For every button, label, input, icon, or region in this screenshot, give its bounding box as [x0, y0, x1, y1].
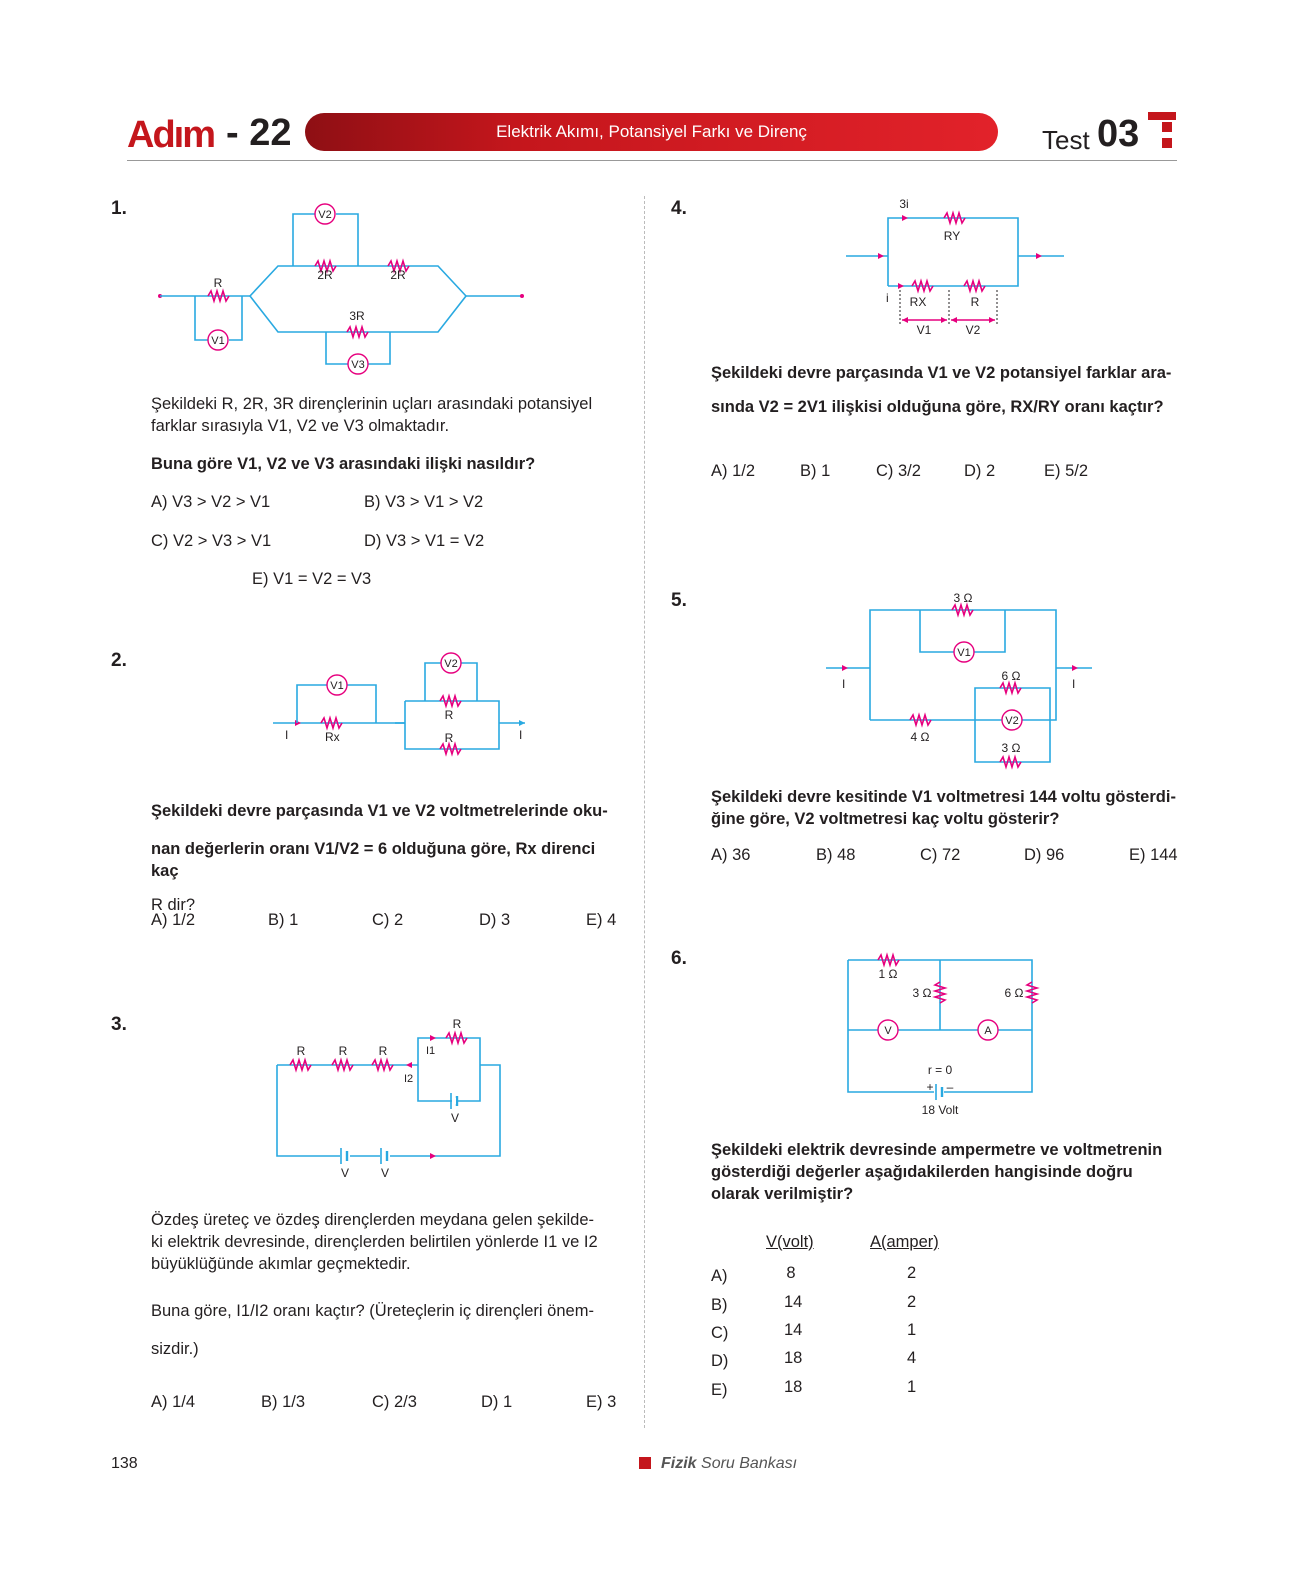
q3-v-a-label: V	[340, 1166, 350, 1180]
q3-r1-label: R	[296, 1044, 306, 1058]
brand-text: Adım	[127, 114, 214, 156]
brand-logo	[127, 114, 214, 157]
q2-r-bottom-label: R	[444, 731, 454, 745]
q3-v-b-label: V	[380, 1166, 390, 1180]
q4-option-a[interactable]: A) 1/2	[711, 462, 756, 480]
unit-number: - 22	[226, 112, 292, 154]
q5-option-e[interactable]: E) 144	[1129, 846, 1178, 864]
q6-a-label: A	[984, 1025, 992, 1037]
q6-option-a[interactable]: A) 8 2	[711, 1264, 917, 1285]
q3-i1-label: I1	[426, 1045, 436, 1057]
q3-stem-line-1: Özdeş üreteç ve özdeş dirençlerden meydana gelen şekilde-	[151, 1211, 595, 1229]
q6-option-b-a: 2	[907, 1293, 917, 1311]
q5-i-left-label: I	[842, 677, 846, 691]
q2-option-d[interactable]: D) 3	[479, 911, 511, 929]
footer-book-title	[639, 1455, 797, 1473]
q1-option-a[interactable]: A) V3 > V2 > V1	[151, 493, 271, 511]
q4-option-c[interactable]: C) 3/2	[876, 462, 921, 480]
q6-emf-label: 18 Volt	[921, 1103, 959, 1117]
q6-option-a-a: 2	[907, 1264, 917, 1282]
q3-r4-label: R	[452, 1017, 462, 1031]
q6-r6-label: 6 Ω	[1004, 986, 1024, 1000]
q2-v1-label: V1	[330, 680, 344, 692]
test-number: 03	[1097, 113, 1140, 155]
q6-option-d-v: 18	[784, 1349, 803, 1367]
q5-option-a[interactable]: A) 36	[711, 846, 751, 864]
q4-stem-line-1: Şekildeki devre parçasında V1 ve V2 potansiyel farklar ara-	[711, 364, 1172, 382]
q2-option-c[interactable]: C) 2	[372, 911, 404, 929]
q3-v-inner-label: V	[450, 1111, 460, 1125]
q2-stem-line-3: R dir?	[151, 896, 196, 914]
q4-option-e[interactable]: E) 5/2	[1044, 462, 1089, 480]
q2-option-b[interactable]: B) 1	[268, 911, 299, 929]
q5-r6-label: 6 Ω	[1001, 669, 1021, 683]
q4-option-d[interactable]: D) 2	[964, 462, 996, 480]
q4-ry-label: RY	[943, 229, 961, 243]
q5-v2-label: V2	[1005, 715, 1019, 727]
q3-stem-line-2: ki elektrik devresinde, dirençlerden belirtilen yönlerde I1 ve I2	[151, 1233, 598, 1251]
q1-v1-label: V1	[211, 335, 225, 347]
q4-rx-label: RX	[909, 295, 927, 309]
q1-question: Buna göre V1, V2 ve V3 arasındaki ilişki nasıldır?	[151, 455, 536, 473]
q6-col-a-header: A(amper)	[870, 1233, 939, 1251]
footer-book-bold: Fizik	[661, 1455, 697, 1472]
footer-square-icon	[639, 1457, 651, 1469]
q4-number: 4.	[671, 198, 687, 219]
q6-option-b-v: 14	[784, 1293, 803, 1311]
q2-option-e[interactable]: E) 4	[586, 911, 617, 929]
q6-plus-label: +	[926, 1080, 934, 1094]
footer-book-rest: Soru Bankası	[701, 1455, 798, 1472]
q6-answer-table	[711, 1233, 971, 1413]
q1-option-e[interactable]: E) V1 = V2 = V3	[252, 570, 372, 588]
q4-r-label: R	[970, 295, 980, 309]
q3-circuit-diagram	[268, 1012, 518, 1182]
header-rule	[127, 160, 1177, 161]
q6-option-a-label: A)	[711, 1267, 728, 1285]
q1-option-d[interactable]: D) V3 > V1 = V2	[364, 532, 485, 550]
q6-option-d[interactable]	[711, 1349, 951, 1374]
q1-stem-line-1: Şekildeki R, 2R, 3R dirençlerinin uçları arasındaki potansiyel	[151, 395, 593, 413]
q5-r3bot-label: 3 Ω	[1001, 741, 1021, 755]
header	[0, 0, 1303, 170]
q3-stem-line-3: büyüklüğünde akımlar geçmektedir.	[151, 1255, 411, 1273]
q6-option-b-label: B)	[711, 1296, 728, 1314]
q6-option-d-a: 4	[907, 1349, 917, 1367]
q1-option-c[interactable]: C) V2 > V3 > V1	[151, 532, 272, 550]
q4-stem-line-2: sında V2 = 2V1 ilişkisi olduğuna göre, RX/RY oranı kaçtır?	[711, 398, 1164, 416]
q3-option-a[interactable]: A) 1/4	[151, 1393, 196, 1411]
q6-option-c-v: 14	[784, 1321, 803, 1339]
q6-option-e-v: 18	[784, 1378, 803, 1396]
q2-rx-label: Rx	[325, 730, 340, 744]
q5-i-right-label: I	[1072, 677, 1076, 691]
q3-number: 3.	[111, 1014, 127, 1035]
q3-question	[151, 1300, 621, 1360]
q4-v1-label: V1	[916, 323, 932, 337]
q6-stem-line-3: olarak verilmiştir?	[711, 1185, 854, 1203]
q2-r-top-label: R	[444, 708, 454, 722]
q5-r4-label: 4 Ω	[910, 730, 930, 744]
topic-title: Elektrik Akımı, Potansiyel Farkı ve Direnç	[496, 122, 807, 141]
q5-stem	[711, 786, 1181, 830]
q2-circuit-diagram	[265, 648, 545, 758]
column-divider	[644, 196, 646, 1428]
q6-option-c-a: 1	[907, 1321, 917, 1339]
q2-number: 2.	[111, 650, 127, 671]
q5-v1-label: V1	[957, 647, 971, 659]
test-logo-icon	[1148, 112, 1178, 157]
q3-stem	[151, 1209, 621, 1275]
q5-option-b[interactable]: B) 48	[816, 846, 856, 864]
q3-question-line-1: Buna göre, I1/I2 oranı kaçtır? (Üreteçlerin iç dirençleri önem-	[151, 1302, 594, 1320]
q6-option-e[interactable]	[711, 1378, 951, 1403]
q6-r3-label: 3 Ω	[912, 986, 932, 1000]
q6-option-d-label: D)	[711, 1352, 729, 1370]
q1-v3-label: V3	[351, 359, 365, 371]
q1-2r-label-a: 2R	[317, 268, 333, 282]
q6-option-b[interactable]	[711, 1293, 951, 1318]
q6-v-label: V	[884, 1025, 892, 1037]
test-label: Test	[1042, 125, 1090, 155]
page-number: 138	[111, 1455, 138, 1472]
q3-question-line-2: sizdir.)	[151, 1340, 199, 1358]
q5-r3top-label: 3 Ω	[953, 591, 973, 605]
q5-stem-line-2: ğine göre, V2 voltmetresi kaç voltu gösterir?	[711, 810, 1060, 828]
q6-number: 6.	[671, 948, 687, 969]
q1-option-b[interactable]: B) V3 > V1 > V2	[364, 493, 484, 511]
q2-stem	[151, 800, 621, 916]
q1-r-label: R	[213, 276, 223, 290]
q6-option-e-label: E)	[711, 1381, 728, 1399]
q5-number: 5.	[671, 590, 687, 611]
q4-circuit-diagram	[840, 194, 1080, 344]
q5-option-c[interactable]: C) 72	[920, 846, 961, 864]
q4-i-label: i	[886, 291, 889, 305]
q3-i2-label: I2	[404, 1073, 414, 1085]
q2-i-left-label: I	[285, 728, 289, 742]
q2-stem-line-2: nan değerlerin oranı V1/V2 = 6 olduğuna göre, Rx direnci kaç	[151, 840, 596, 880]
q1-3r-label: 3R	[349, 309, 365, 323]
q3-option-e[interactable]: E) 3	[586, 1393, 617, 1411]
q3-r3-label: R	[378, 1044, 388, 1058]
q1-number: 1.	[111, 198, 127, 219]
q4-3i-label: 3i	[899, 197, 909, 211]
q2-i-right-label: I	[519, 728, 523, 742]
q6-col-v-header: V(volt)	[766, 1233, 814, 1251]
q6-stem	[711, 1139, 1181, 1205]
q2-stem-line-1: Şekildeki devre parçasında V1 ve V2 voltmetrelerinde oku-	[151, 802, 608, 820]
q6-circuit-diagram	[840, 950, 1050, 1120]
q3-option-d[interactable]: D) 1	[481, 1393, 513, 1411]
q4-stem	[711, 362, 1181, 418]
q3-r2-label: R	[338, 1044, 348, 1058]
q6-stem-line-2: gösterdiği değerler aşağıdakilerden hangisinde doğru	[711, 1163, 1133, 1181]
q5-stem-line-1: Şekildeki devre kesitinde V1 voltmetresi 144 voltu gösterdi-	[711, 788, 1176, 806]
q1-stem-line-2: farklar sırasıyla V1, V2 ve V3 olmaktadır.	[151, 417, 450, 435]
q6-minus-label: –	[946, 1080, 954, 1094]
q3-option-b[interactable]: B) 1/3	[261, 1393, 306, 1411]
q1-stem	[151, 393, 621, 437]
q2-v2-label: V2	[444, 658, 458, 670]
q6-option-c-label: C)	[711, 1324, 729, 1342]
q4-option-b[interactable]: B) 1	[800, 462, 831, 480]
q4-v2-label: V2	[965, 323, 981, 337]
q6-stem-line-1: Şekildeki elektrik devresinde ampermetre ve voltmetrenin	[711, 1141, 1163, 1159]
q3-option-c[interactable]: C) 2/3	[372, 1393, 417, 1411]
q6-option-c[interactable]	[711, 1321, 951, 1346]
q6-option-e-a: 1	[907, 1378, 917, 1396]
q1-circuit-diagram	[150, 198, 540, 378]
q6-r1-label: 1 Ω	[878, 967, 898, 981]
q6-r0-label: r = 0	[927, 1063, 953, 1077]
q5-option-d[interactable]: D) 96	[1024, 846, 1065, 864]
q1-v2-label: V2	[318, 209, 332, 221]
q1-2r-label-b: 2R	[390, 268, 406, 282]
q5-circuit-diagram	[820, 586, 1105, 776]
q2-option-a[interactable]: A) 1/2	[151, 911, 196, 929]
topic-banner	[305, 113, 998, 151]
